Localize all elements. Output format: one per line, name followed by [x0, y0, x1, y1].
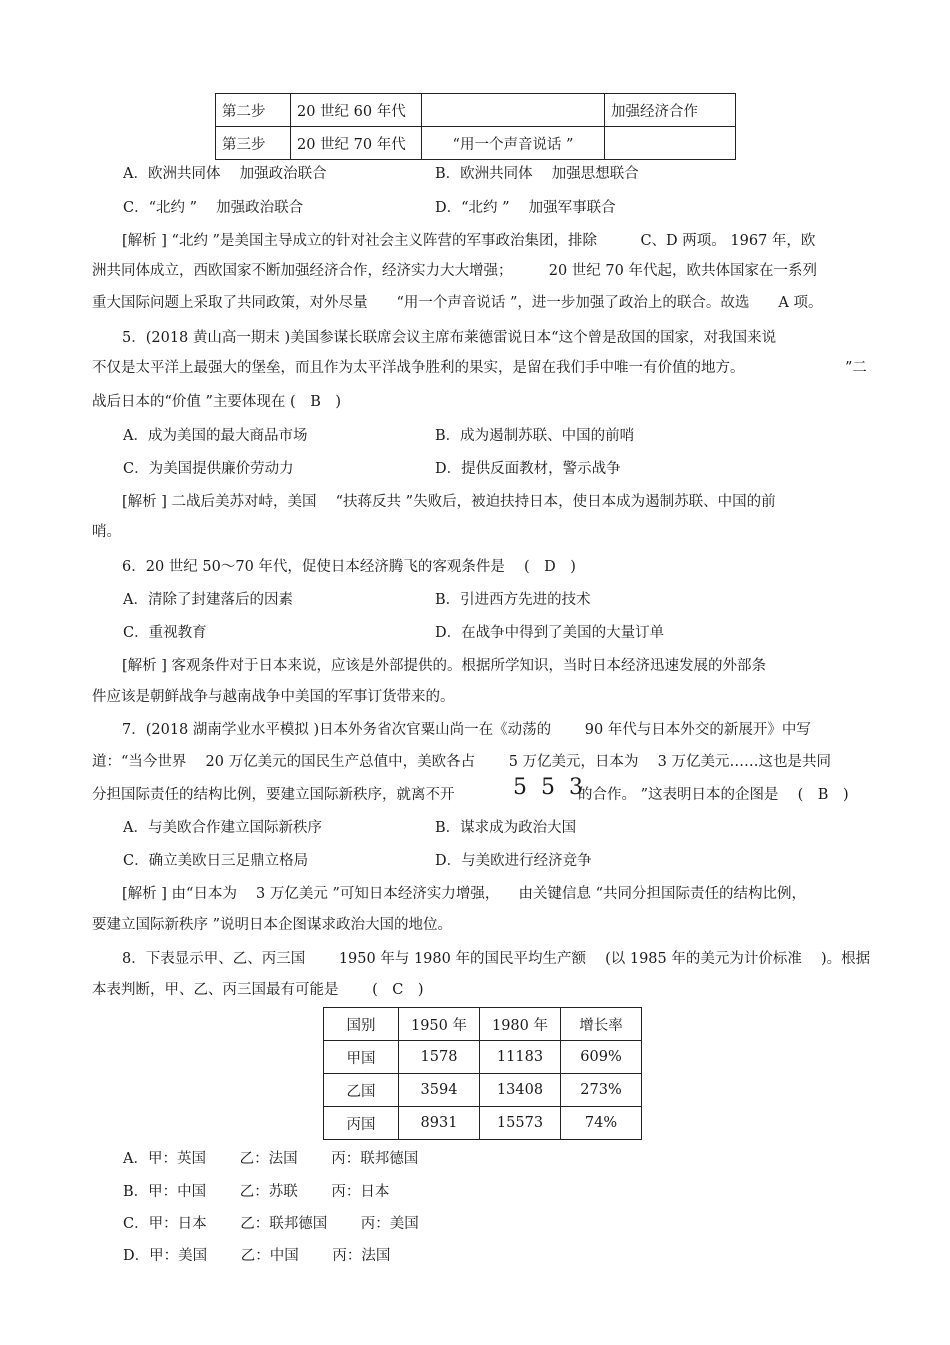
table-row	[324, 1107, 642, 1140]
table-header-cell: 1980 年	[480, 1008, 561, 1041]
q5-analysis-line: [解析 ] 二战后美苏对峙，美国 “扶蒋反共 ”失败后，被迫扶持日本，使日本成为遏制苏联、中国的前	[122, 494, 776, 510]
q8-option-c: C．甲：日本 乙：联邦德国 丙：美国	[123, 1216, 419, 1232]
table-cell: “用一个声音说话 ”	[422, 127, 605, 160]
table-row	[216, 127, 736, 160]
q8-option-b: B．甲：中国 乙：苏联 丙：日本	[123, 1184, 390, 1200]
q8-stem-line: 8．下表显示甲、乙、丙三国 1950 年与 1980 年的国民平均生产额 (以 1985 年的美元为计价标准 )。根据	[122, 951, 871, 967]
table-cell: 11183	[480, 1041, 561, 1074]
table-header-cell: 1950 年	[399, 1008, 480, 1041]
q6-analysis-line: 件应该是朝鲜战争与越南战争中美国的军事订货带来的。	[92, 689, 455, 705]
q4-analysis-line: 重大国际问题上采取了共同政策，对外尽量 “用一个声音说话 ”，进一步加强了政治上的联合。故选 A 项。	[92, 295, 823, 311]
q6-stem: 6．20 世纪 50～70 年代，促使日本经济腾飞的客观条件是 ( D )	[122, 559, 576, 575]
table-row	[324, 1074, 642, 1107]
q7-option-b: B．谋求成为政治大国	[435, 820, 577, 836]
q4-option-c: C．“北约 ” 加强政治联合	[123, 200, 304, 216]
q6-option-a: A．清除了封建落后的因素	[123, 592, 293, 608]
q7-analysis-line: [解析 ] 由“日本为 3 万亿美元 ”可知日本经济实力增强， 由关键信息 “共同分担国际责任的结构比例，	[122, 886, 807, 902]
table-cell: 609%	[561, 1041, 642, 1074]
table-cell: 273%	[561, 1074, 642, 1107]
stage-table	[215, 93, 736, 160]
table-cell: 15573	[480, 1107, 561, 1140]
table-cell: 20 世纪 70 年代	[291, 127, 422, 160]
q6-option-c: C．重视教育	[123, 625, 207, 641]
table-cell: 1578	[399, 1041, 480, 1074]
q8-option-a: A．甲：英国 乙：法国 丙：联邦德国	[123, 1151, 419, 1167]
q7-stem-line: 道：“当今世界 20 万亿美元的国民生产总值中，美欧各占 5 万亿美元，日本为 3 万亿美元……这也是共同	[92, 754, 831, 770]
table-cell	[605, 127, 736, 160]
q4-option-a: A．欧洲共同体 加强政治联合	[123, 166, 327, 182]
table-header-cell: 国别	[324, 1008, 399, 1041]
table-cell: 甲国	[324, 1041, 399, 1074]
q5-stem-line: ”二	[845, 360, 867, 376]
q4-analysis-line: [解析 ] “北约 ”是美国主导成立的针对社会主义阵营的军事政治集团，排除 C、D 两项。 1967 年，欧	[122, 233, 816, 249]
table-cell	[422, 94, 605, 127]
q7-big-numbers: 553	[513, 775, 597, 800]
table-cell: 丙国	[324, 1107, 399, 1140]
q7-stem-end: 的合作。 ”这表明日本的企图是 ( B )	[578, 787, 849, 803]
q6-option-b: B．引进西方先进的技术	[435, 592, 591, 608]
q7-option-a: A．与美欧合作建立国际新秩序	[123, 820, 322, 836]
q5-option-d: D．提供反面教材，警示战争	[435, 461, 621, 477]
table-header-row	[324, 1008, 642, 1041]
q4-option-b: B．欧洲共同体 加强思想联合	[435, 166, 639, 182]
q7-option-d: D．与美欧进行经济竞争	[435, 853, 592, 869]
q7-analysis-line: 要建立国际新秩序 ”说明日本企图谋求政治大国的地位。	[92, 917, 453, 933]
q7-stem-line: 7．(2018 湖南学业水平模拟 )日本外务省次官粟山尚一在《动荡的 90 年代与日本外交的新展开》中写	[122, 722, 811, 738]
q7-stem-line: 分担国际责任的结构比例，要建立国际新秩序，就离不开	[92, 787, 455, 803]
table-row	[324, 1041, 642, 1074]
q6-option-d: D．在战争中得到了美国的大量订单	[435, 625, 665, 641]
q5-stem-line: 战后日本的“价值 ”主要体现在 ( B )	[92, 394, 342, 410]
q5-option-a: A．成为美国的最大商品市场	[123, 428, 308, 444]
table-cell: 3594	[399, 1074, 480, 1107]
table-cell: 乙国	[324, 1074, 399, 1107]
q6-analysis-line: [解析 ] 客观条件对于日本来说，应该是外部提供的。根据所学知识，当时日本经济迅速发展的外部条	[122, 658, 767, 674]
table-header-cell: 增长率	[561, 1008, 642, 1041]
q5-analysis-line: 哨。	[92, 524, 121, 540]
table-cell: 8931	[399, 1107, 480, 1140]
q5-option-b: B．成为遏制苏联、中国的前哨	[435, 428, 635, 444]
table-row	[216, 94, 736, 127]
table-cell: 第三步	[216, 127, 291, 160]
table-cell: 20 世纪 60 年代	[291, 94, 422, 127]
table-cell: 13408	[480, 1074, 561, 1107]
q8-option-d: D．甲：美国 乙：中国 丙：法国	[123, 1248, 391, 1264]
q4-analysis-line: 洲共同体成立，西欧国家不断加强经济合作，经济实力大大增强； 20 世纪 70 年代起，欧共体国家在一系列	[92, 263, 817, 279]
q4-option-d: D．“北约 ” 加强军事联合	[435, 200, 616, 216]
q7-option-c: C．确立美欧日三足鼎立格局	[123, 853, 309, 869]
table-cell: 第二步	[216, 94, 291, 127]
q5-stem-line: 5．(2018 黄山高一期末 )美国参谋长联席会议主席布莱德雷说日本“这个曾是敌国的国家，对我国来说	[122, 330, 777, 346]
table-cell: 74%	[561, 1107, 642, 1140]
q5-stem-line: 不仅是太平洋上最强大的堡垒，而且作为太平洋战争胜利的果实，是留在我们手中唯一有价值的地方。	[92, 360, 745, 376]
table-cell: 加强经济合作	[605, 94, 736, 127]
q8-stem-line: 本表判断，甲、乙、丙三国最有可能是 ( C )	[92, 982, 424, 998]
gdp-table	[323, 1007, 642, 1140]
q5-option-c: C．为美国提供廉价劳动力	[123, 461, 294, 477]
